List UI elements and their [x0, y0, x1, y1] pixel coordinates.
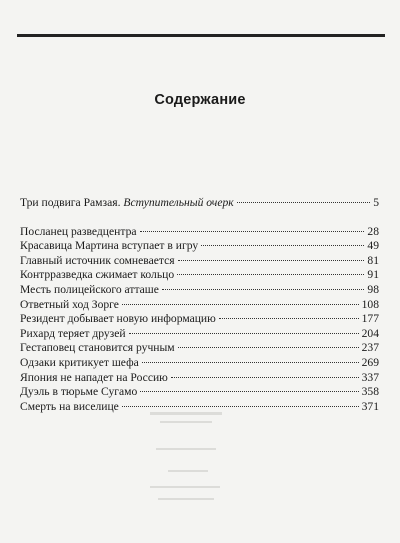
toc-entry-title: Месть полицейского атташе — [20, 282, 159, 296]
dot-leader — [177, 274, 364, 275]
top-rule — [17, 34, 385, 37]
show-through-mark — [168, 470, 208, 472]
toc-entry — [20, 341, 379, 356]
dot-leader — [219, 318, 359, 319]
dot-leader — [171, 377, 359, 378]
toc-page-number: 371 — [361, 399, 379, 413]
toc-entry — [20, 225, 379, 240]
page-title: Содержание — [154, 92, 246, 108]
toc-page-number: 49 — [367, 239, 379, 253]
show-through-mark — [160, 421, 212, 423]
toc-entry — [20, 298, 379, 313]
toc-page-number: 177 — [361, 312, 379, 326]
toc-entry-title — [20, 196, 234, 211]
dot-leader — [140, 231, 365, 232]
toc-page-number: 204 — [361, 326, 379, 340]
dot-leader — [178, 347, 359, 348]
toc-entry — [20, 254, 379, 269]
dot-leader — [122, 304, 359, 305]
toc-entry — [20, 327, 379, 342]
toc-entry — [20, 385, 379, 400]
toc-page-number: 81 — [367, 253, 379, 267]
dot-leader — [122, 406, 359, 407]
dot-leader — [140, 391, 358, 392]
toc-entry-title: Смерть на виселице — [20, 399, 119, 413]
show-through-mark — [156, 448, 216, 450]
toc-entry — [20, 239, 379, 254]
toc-page-number: 108 — [361, 297, 379, 311]
toc-page-number: 5 — [373, 196, 379, 209]
toc-entry-title: Дуэль в тюрьме Сугамо — [20, 385, 138, 399]
toc-entry — [20, 371, 379, 386]
dot-leader — [201, 245, 364, 246]
toc-entry — [20, 268, 379, 283]
toc-entry — [20, 283, 379, 298]
toc-entry-title: Резидент добывает новую информацию — [20, 312, 216, 326]
toc-entry-title: Рихард теряет друзей — [20, 326, 126, 340]
show-through-mark — [158, 498, 214, 500]
toc-entry-title: Посланец разведцентра — [20, 224, 137, 238]
dot-leader — [162, 289, 365, 290]
toc-page-number: 91 — [367, 268, 379, 282]
toc-page-number: 98 — [367, 282, 379, 296]
dot-leader — [237, 202, 371, 203]
toc-entry-title: Япония не нападет на Россию — [20, 370, 168, 384]
toc-entry-title: Одзаки критикует шефа — [20, 355, 139, 369]
show-through-mark — [150, 486, 220, 488]
table-of-contents — [20, 196, 379, 414]
toc-entry-title: Контрразведка сжимает кольцо — [20, 268, 175, 282]
toc-entry-title: Ответный ход Зорге — [20, 297, 119, 311]
dot-leader — [129, 333, 359, 334]
toc-entry-title: Главный источник сомневается — [20, 253, 175, 267]
toc-entry-title: Красавица Мартина вступает в игру — [20, 239, 199, 253]
toc-intro-title: Три подвига Рамзая. — [20, 196, 121, 209]
toc-entry-intro — [20, 196, 379, 211]
toc-entry — [20, 312, 379, 327]
toc-entry-title: Гестаповец становится ручным — [20, 341, 175, 355]
toc-intro-subtitle: Вступительный очерк — [123, 196, 234, 209]
toc-page-number: 28 — [367, 224, 379, 238]
toc-page-number: 358 — [361, 385, 379, 399]
toc-page-number: 237 — [361, 341, 379, 355]
show-through-mark — [150, 412, 222, 415]
toc-page-number: 269 — [361, 355, 379, 369]
toc-entry — [20, 356, 379, 371]
dot-leader — [142, 362, 359, 363]
toc-page-number: 337 — [361, 370, 379, 384]
dot-leader — [178, 260, 365, 261]
